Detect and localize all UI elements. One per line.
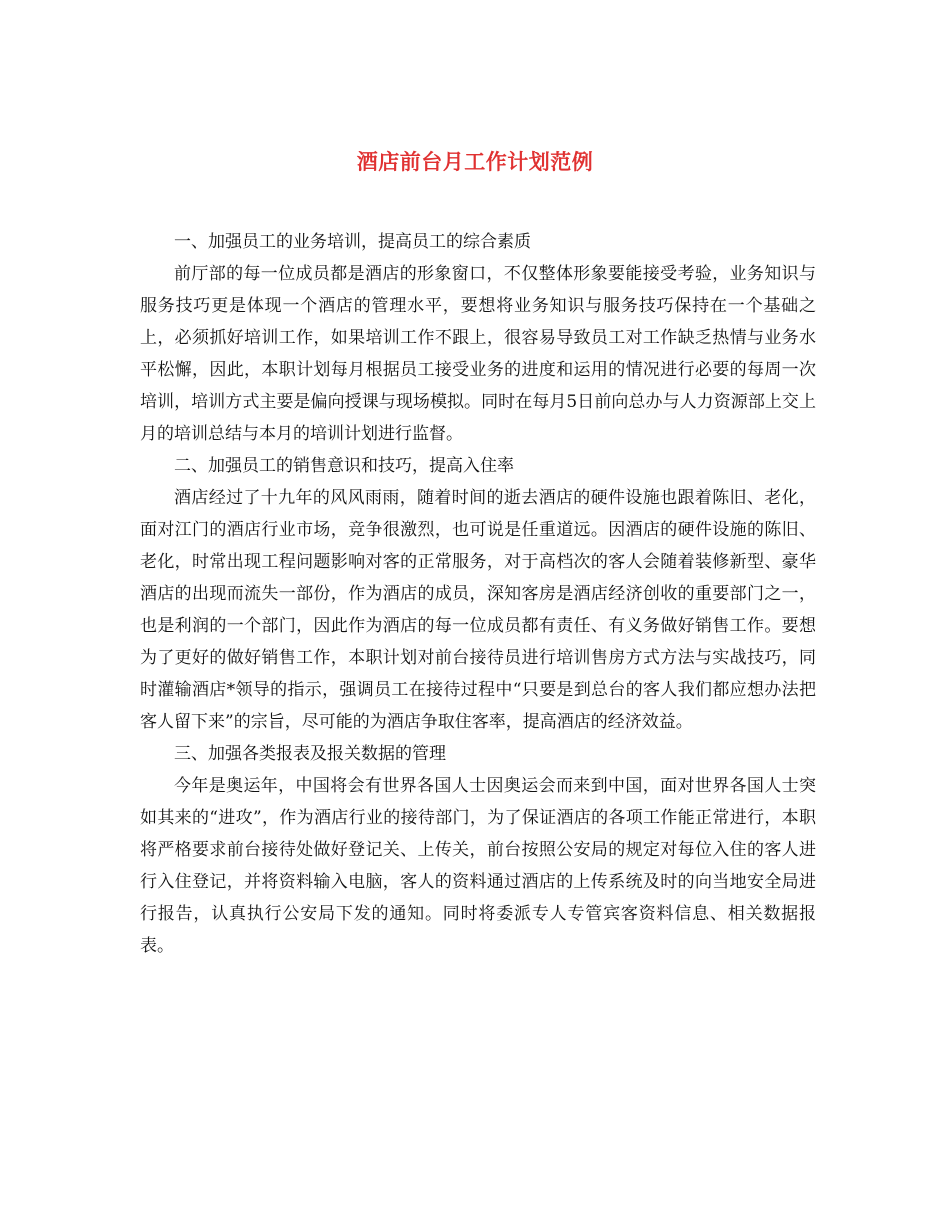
- section-heading-2: 二、加强员工的销售意识和技巧，提高入住率: [174, 456, 514, 476]
- section-paragraph-3: 今年是奥运年，中国将会有世界各国人士因奥运会而来到中国，面对世界各国人士突如其来的“进攻”，作为酒店行业的接待部门，为了保证酒店的各项工作能正常进行，本职将严格要求前台接待处做好登记关、上传关，前台按照公安局的规定对每位入住的客人进行入住登记，并将资料输入电脑，客人的资料通过酒店的上传系统及时的向当地安全局进行报告，认真执行公安局下发的通知。同时将委派专人专管宾客资料信息、相关数据报表。: [140, 776, 816, 956]
- section-heading-3: 三、加强各类报表及报关数据的管理: [174, 744, 446, 764]
- section-heading-1: 一、加强员工的业务培训，提高员工的综合素质: [174, 232, 531, 252]
- page-title: 酒店前台月工作计划范例: [356, 149, 594, 174]
- section-paragraph-1: 前厅部的每一位成员都是酒店的形象窗口，不仅整体形象要能接受考验，业务知识与服务技巧更是体现一个酒店的管理水平，要想将业务知识与服务技巧保持在一个基础之上，必须抓好培训工作，如果培训工作不跟上，很容易导致员工对工作缺乏热情与业务水平松懈，因此，本职计划每月根据员工接受业务的进度和运用的情况进行必要的每周一次培训，培训方式主要是偏向授课与现场模拟。同时在每月5日前向总办与人力资源部上交上月的培训总结与本月的培训计划进行监督。: [140, 264, 816, 444]
- document-body: [140, 226, 816, 962]
- section-paragraph-2: 酒店经过了十九年的风风雨雨，随着时间的逝去酒店的硬件设施也跟着陈旧、老化，面对江门的酒店行业市场，竞争很激烈，也可说是任重道远。因酒店的硬件设施的陈旧、老化，时常出现工程问题影响对客的正常服务，对于高档次的客人会随着装修新型、豪华酒店的出现而流失一部份，作为酒店的成员，深知客房是酒店经济创收的重要部门之一，也是利润的一个部门，因此作为酒店的每一位成员都有责任、有义务做好销售工作。要想为了更好的做好销售工作，本职计划对前台接待员进行培训售房方式方法与实战技巧，同时灌输酒店*领导的指示，强调员工在接待过程中“只要是到总台的客人我们都应想办法把客人留下来”的宗旨，尽可能的为酒店争取住客率，提高酒店的经济效益。: [140, 488, 816, 732]
